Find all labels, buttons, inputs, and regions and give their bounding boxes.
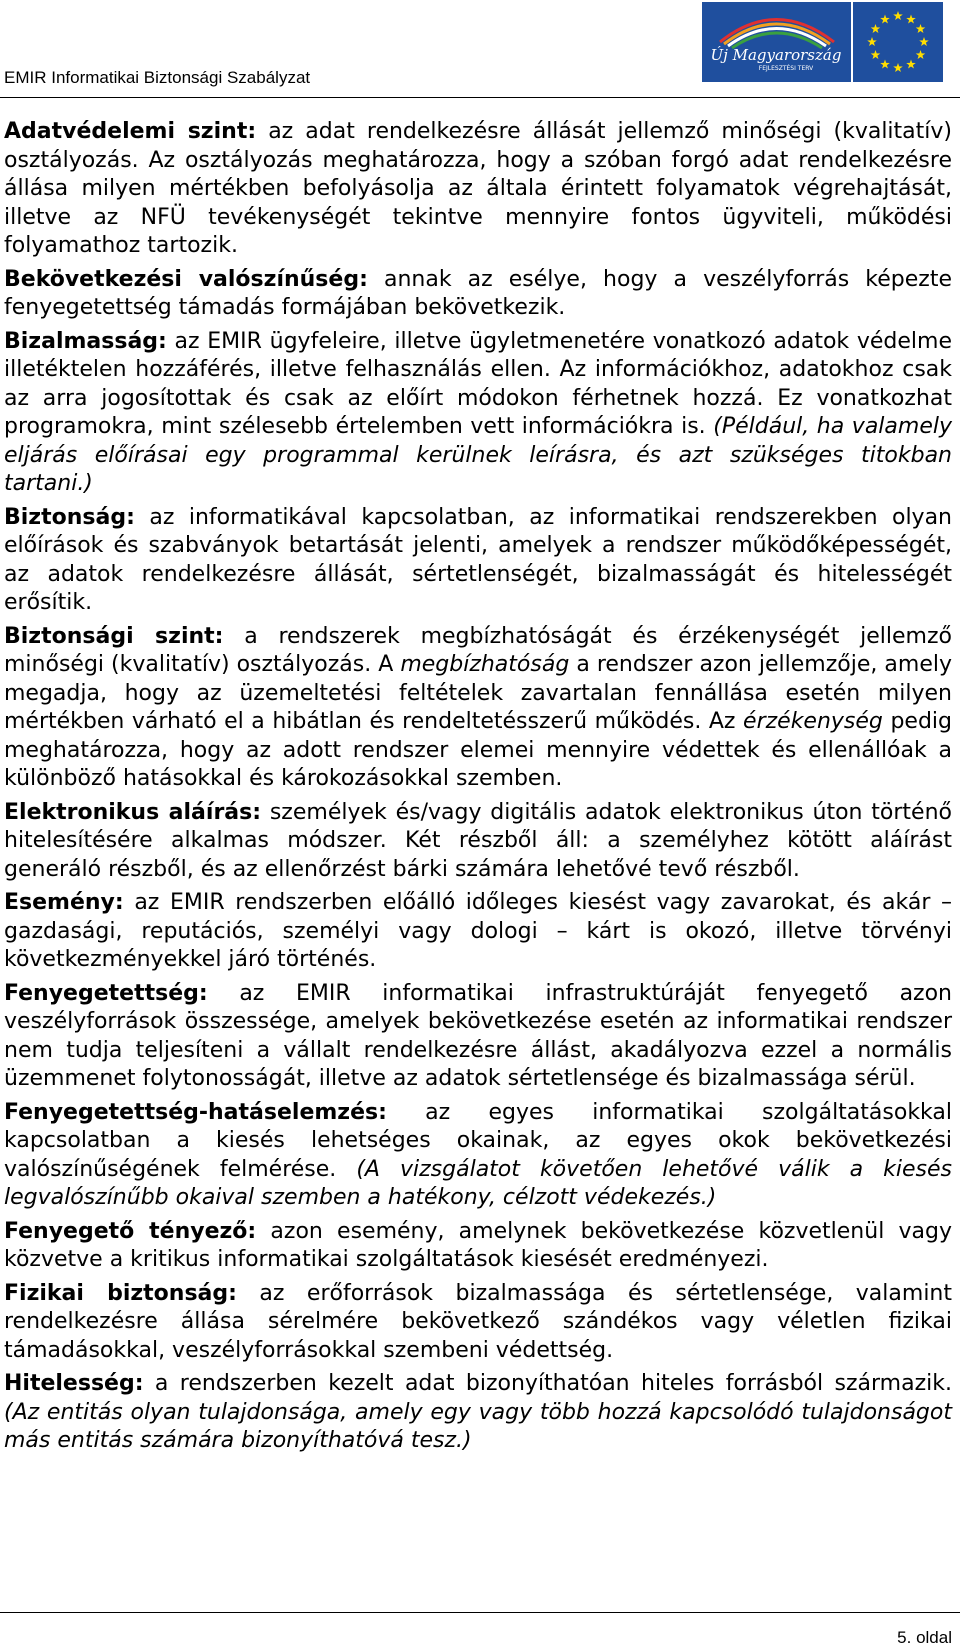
definition-term: Bizalmasság: — [4, 328, 167, 354]
eu-star-icon — [893, 63, 903, 72]
definition-note: megbízhatóság — [400, 652, 570, 677]
eu-star-icon — [919, 37, 929, 46]
definition-text: az EMIR informatikai infrastruktúráját fenyegető azon veszélyforrások összessége, amelyek bekövetkezése esetén az informatikai rendszer nem tudja teljesíteni a vállalt rendelkezésre állást, akadályozva ezzel a normális üzemmenet folytonosságát, illetve az adatok sértetlensége és bizalmassága sérül. — [4, 980, 952, 1091]
definition-term: Elektronikus aláírás: — [4, 799, 262, 825]
definition-note: (Például, ha valamely eljárás előírásai egy programmal kerülnek leírásra, és azt szükséges titokban tartani.) — [4, 414, 952, 496]
definition-paragraph — [4, 980, 952, 1094]
eu-star-icon — [916, 50, 926, 59]
definition-note: érzékenység — [743, 709, 883, 734]
definition-paragraph — [4, 1370, 952, 1456]
eu-star-icon — [906, 60, 916, 69]
header-logos — [702, 2, 943, 82]
definition-paragraph — [4, 1099, 952, 1213]
definition-paragraph — [4, 328, 952, 499]
definition-term: Esemény: — [4, 890, 124, 915]
eu-star-icon — [880, 60, 890, 69]
header-divider — [0, 97, 960, 98]
definition-note: (A vizsgálatot követően lehetővé válik a kiesés legvalószínűbb okaival szemben a hatékony, célzott védekezés.) — [4, 1156, 952, 1210]
definition-text: az EMIR rendszerben előálló időleges kiesést vagy zavarokat, és akár – gazdasági, reputációs, személyi vagy dologi – kárt is okozó, illetve törvényi következményekkel járó történés. — [4, 890, 952, 972]
eu-star-icon — [916, 24, 926, 33]
page-header — [0, 0, 960, 96]
definition-text: annak az esélye, hogy a veszélyforrás képezte fenyegetettség támadás formájában bekövetkezik. — [4, 266, 952, 320]
definition-text: azon esemény, amelynek bekövetkezése közvetlenül vagy közvetve a kritikus informatikai szolgáltatások kiesését eredményezi. — [4, 1218, 952, 1272]
definition-text: pedig meghatározza, hogy az adott rendszer elemei mennyire védettek és ellenállóak a különböző hatásokkal és károkozásokkal szemben. — [4, 709, 952, 791]
definition-text: az egyes informatikai szolgáltatásokkal kapcsolatban a kiesés lehetséges okainak, az egyes okok bekövetkezési valószínűségének felmérése. — [4, 1099, 952, 1182]
definition-paragraph — [4, 889, 952, 975]
page-number: 5. oldal — [897, 1628, 952, 1647]
definition-paragraph — [4, 266, 952, 323]
definition-paragraph — [4, 1218, 952, 1275]
definition-term: Fizikai biztonság: — [4, 1280, 237, 1306]
definition-term: Fenyegetettség-hatáselemzés: — [4, 1099, 387, 1125]
document-title: EMIR Informatikai Biztonsági Szabályzat — [4, 68, 311, 87]
eu-flag-icon — [853, 2, 943, 82]
eu-star-icon — [867, 37, 877, 46]
definition-text: a rendszer azon jellemzője, amely megadja, hogy az üzemeltetési feltételek zavartalan fennállása esetén milyen mértékben várható el a hibátlan és rendeltetésszerű működés. Az — [4, 652, 952, 734]
definition-term: Fenyegetettség: — [4, 980, 208, 1006]
definition-text: a rendszerben kezelt adat bizonyíthatóan hiteles forrásból származik. — [143, 1371, 952, 1396]
eu-star-icon — [871, 24, 881, 33]
uj-magyarorszag-logo — [702, 2, 851, 82]
definition-text: az EMIR ügyfeleire, illetve ügyletmenetére vonatkozó adatok védelme illetéktelen hozzáférés, illetve felhasználás ellen. Az információkhoz, adatokhoz csak az arra jogosítottak és csak az előírt módokon férhetnek hozzá. Ez vonatkozhat programokra, mint szélesebb értelemben vett információkra is. — [4, 328, 952, 439]
definition-term: Bekövetkezési valószínűség: — [4, 266, 368, 292]
eu-star-icon — [906, 14, 916, 23]
definition-paragraph — [4, 118, 952, 261]
logo-subtext: FEJLESZTÉSI TERV — [758, 65, 814, 72]
definition-text: az informatikával kapcsolatban, az informatikai rendszerekben olyan előírások és szabványok betartását jelenti, amelyek a rendszer működőképességét, az adatok rendelkezésre állását, sértetlenségét, bizalmasságát és hitelességét erősítik. — [4, 504, 952, 615]
definition-text: az adat rendelkezésre állását jellemző minőségi (kvalitatív) osztályozás. Az osztályozás meghatározza, hogy a szóban forgó adat rendelkezésre állása milyen mértékben befolyásolja az általa érintett folyamatok végrehajtását, illetve az NFÜ tevékenységét tekintve mennyire fontos ügyviteli, működési folyamathoz tartozik. — [4, 119, 952, 258]
definition-term: Biztonsági szint: — [4, 623, 224, 649]
definition-paragraph — [4, 1280, 952, 1366]
definition-text: személyek és/vagy digitális adatok elektronikus úton történő hitelesítésére alkalmas módszer. Két részből áll: a személyhez kötött aláírást generáló részből, és az ellenőrzést bárki számára lehetővé tevő részből. — [4, 799, 952, 882]
definition-paragraph — [4, 504, 952, 618]
eu-star-icon — [893, 11, 903, 20]
definition-term: Biztonság: — [4, 504, 135, 530]
definition-paragraph — [4, 799, 952, 885]
definition-paragraph — [4, 623, 952, 794]
definition-text: a rendszerek megbízhatóságát és érzékenységét jellemző minőségi (kvalitatív) osztályozás. A — [4, 623, 952, 677]
definition-text: az erőforrások bizalmassága és sértetlensége, valamint rendelkezésre állása sérelmére bekövetkező szándékos vagy véletlen fizikai támadásokkal, veszélyforrásokkal szembeni védettség. — [4, 1280, 952, 1363]
eu-star-icon — [880, 14, 890, 23]
logo-text: Új Magyarország — [710, 46, 842, 64]
footer-divider — [0, 1612, 960, 1613]
definition-term: Hitelesség: — [4, 1371, 144, 1396]
eu-star-icon — [871, 50, 881, 59]
glossary-content — [4, 118, 952, 1461]
definition-term: Adatvédelemi szint: — [4, 119, 257, 144]
definition-note: (Az entitás olyan tulajdonsága, amely egy vagy több hozzá kapcsolódó tulajdonságot más entitás számára bizonyíthatóvá tesz.) — [4, 1399, 952, 1453]
definition-term: Fenyegető tényező: — [4, 1218, 257, 1244]
